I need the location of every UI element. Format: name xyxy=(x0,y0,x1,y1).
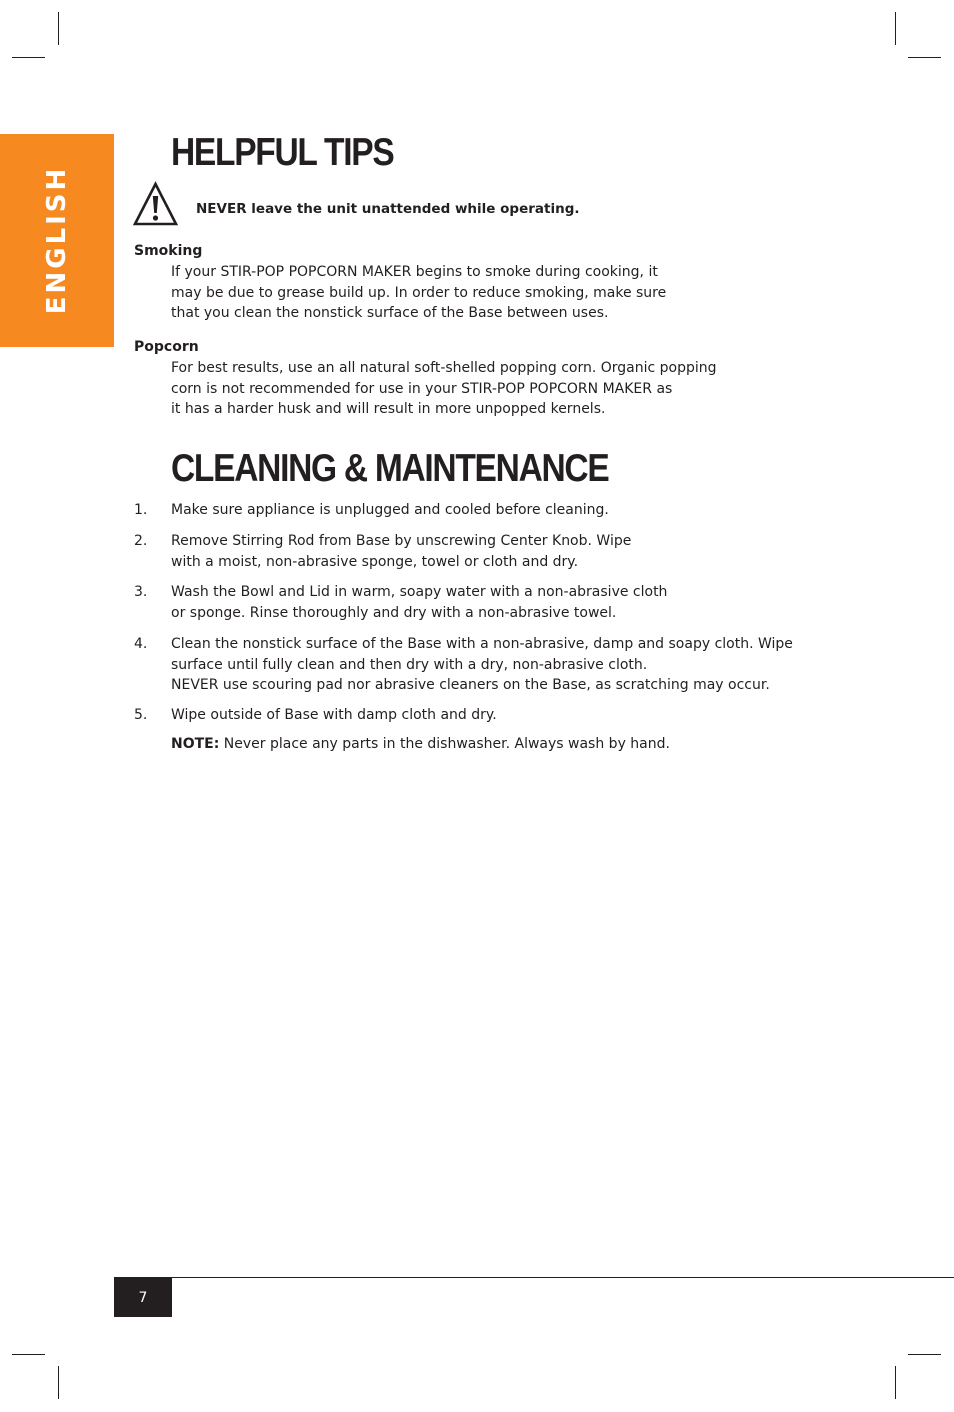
step-text xyxy=(171,634,793,696)
text-line: For best results, use an all natural soft-shelled popping corn. Organic popping xyxy=(171,360,717,376)
text-line: NEVER use scouring pad nor abrasive cleaners on the Base, as scratching may occur. xyxy=(171,677,770,693)
crop-mark-top-right-h xyxy=(908,57,941,58)
crop-mark-bottom-left-h xyxy=(12,1354,45,1355)
warning-text: NEVER leave the unit unattended while operating. xyxy=(196,201,580,217)
step-text xyxy=(171,531,631,572)
step-number: 4. xyxy=(134,636,148,652)
crop-mark-top-left-v xyxy=(58,12,59,45)
language-side-tab xyxy=(0,134,114,347)
text-line: If your STIR-POP POPCORN MAKER begins to smoke during cooking, it xyxy=(171,264,658,280)
warning-triangle-icon xyxy=(133,181,178,227)
text-line: Clean the nonstick surface of the Base with a non-abrasive, damp and soapy cloth. Wipe xyxy=(171,636,793,652)
popcorn-paragraph xyxy=(171,358,717,420)
crop-mark-top-left-h xyxy=(12,57,45,58)
smoking-paragraph xyxy=(171,262,666,324)
language-label: ENGLISH xyxy=(42,165,72,315)
note-text: Never place any parts in the dishwasher. Always wash by hand. xyxy=(219,736,670,752)
text-line: with a moist, non-abrasive sponge, towel or cloth and dry. xyxy=(171,553,579,570)
helpful-tips-title: HELPFUL TIPS xyxy=(171,131,394,174)
text-line: that you clean the nonstick surface of the Base between uses. xyxy=(171,305,609,321)
step-number: 2. xyxy=(134,533,148,549)
smoking-heading: Smoking xyxy=(134,243,203,259)
text-line: Wipe outside of Base with damp cloth and dry. xyxy=(171,707,497,723)
crop-mark-bottom-left-v xyxy=(58,1366,59,1399)
note xyxy=(171,736,670,752)
page-number: 7 xyxy=(138,1289,148,1306)
text-line: Remove Stirring Rod from Base by unscrewing Center Knob. Wipe xyxy=(171,533,632,549)
text-line: Wash the Bowl and Lid in warm, soapy water with a non-abrasive cloth xyxy=(171,584,668,600)
step-text xyxy=(171,705,497,726)
footer-rule xyxy=(114,1277,954,1278)
text-line: surface until fully clean and then dry with a dry, non-abrasive cloth. xyxy=(171,656,648,673)
crop-mark-top-right-v xyxy=(895,12,896,45)
crop-mark-bottom-right-h xyxy=(908,1354,941,1355)
page-number-box xyxy=(114,1278,172,1317)
cleaning-maintenance-title: CLEANING & MAINTENANCE xyxy=(171,447,609,490)
note-label: NOTE: xyxy=(171,736,220,752)
text-line: may be due to grease build up. In order to reduce smoking, make sure xyxy=(171,284,667,301)
step-text xyxy=(171,500,609,521)
text-line: corn is not recommended for use in your STIR-POP POPCORN MAKER as xyxy=(171,380,673,397)
text-line: Make sure appliance is unplugged and cooled before cleaning. xyxy=(171,502,609,518)
step-number: 3. xyxy=(134,584,148,600)
step-number: 1. xyxy=(134,502,148,518)
step-text xyxy=(171,582,667,623)
text-line: it has a harder husk and will result in more unpopped kernels. xyxy=(171,401,606,417)
popcorn-heading: Popcorn xyxy=(134,339,199,355)
step-number: 5. xyxy=(134,707,148,723)
text-line: or sponge. Rinse thoroughly and dry with a non-abrasive towel. xyxy=(171,604,617,621)
crop-mark-bottom-right-v xyxy=(895,1366,896,1399)
